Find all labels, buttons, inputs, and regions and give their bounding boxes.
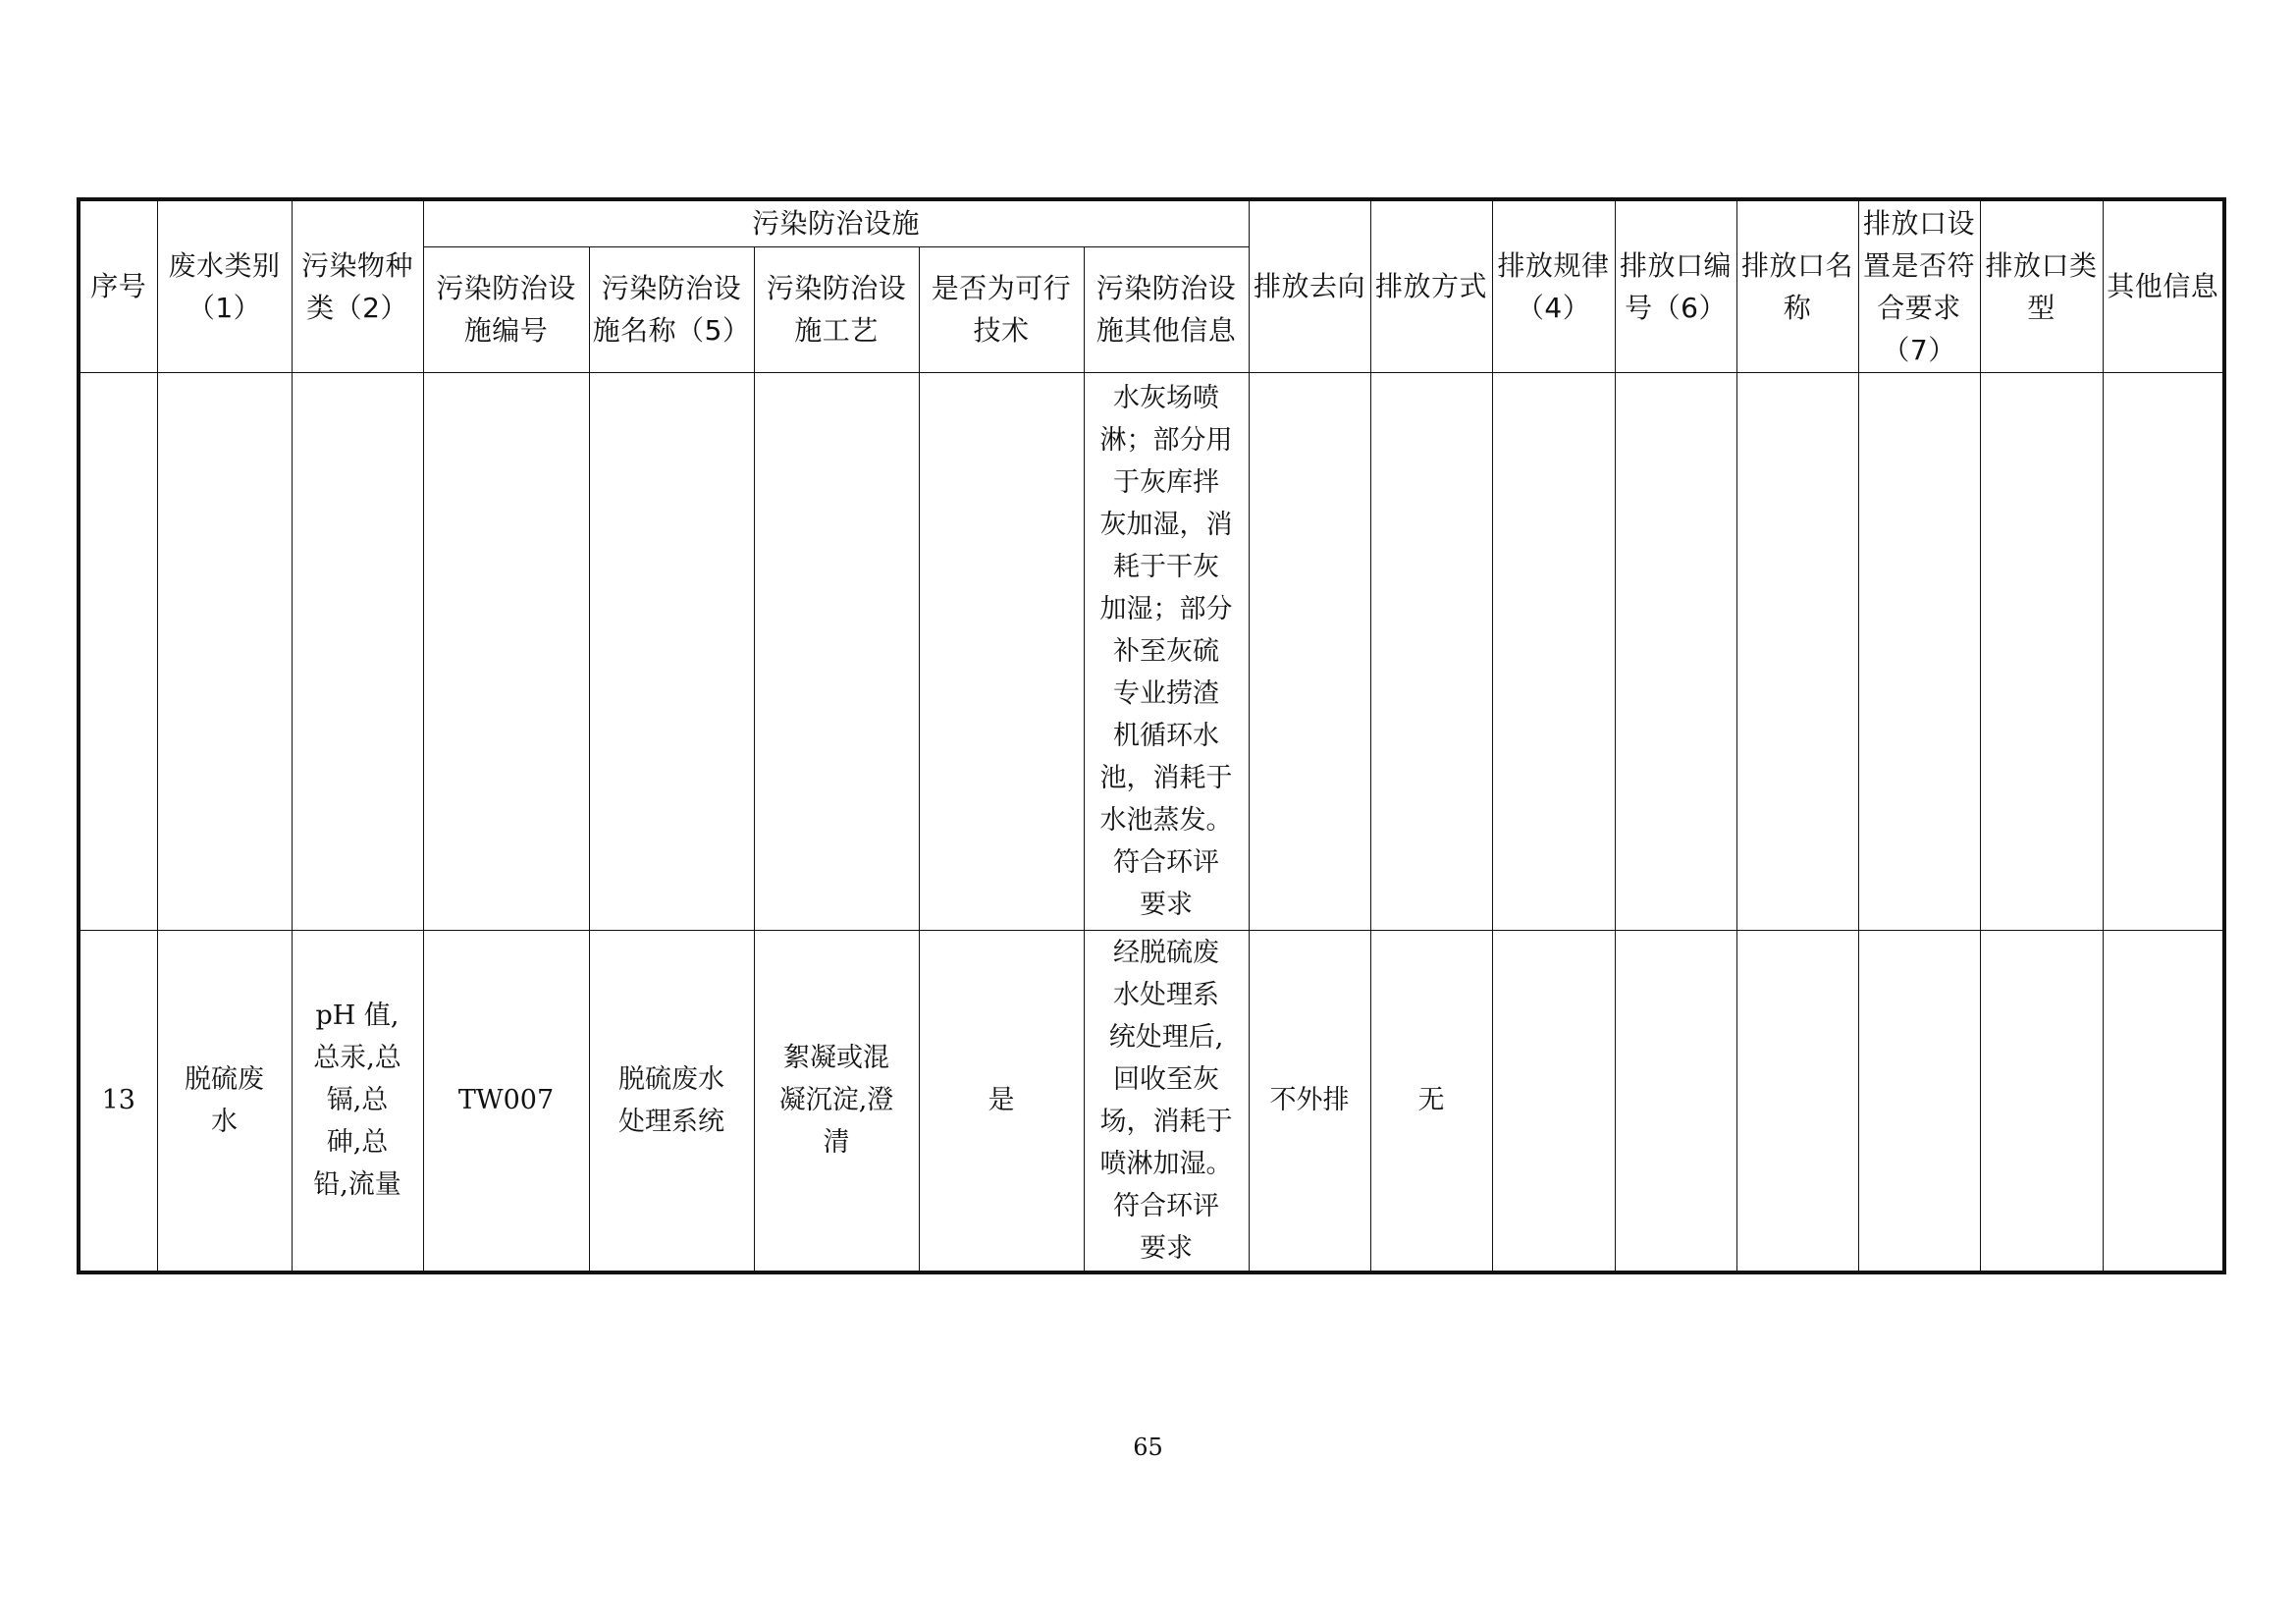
cell-feasible-tech bbox=[919, 372, 1084, 930]
header-facility-name: 污染防治设 施名称（5） bbox=[589, 246, 754, 372]
cell-discharge-pattern bbox=[1492, 930, 1615, 1272]
header-facility-other: 污染防治设 施其他信息 bbox=[1084, 246, 1249, 372]
cell-feasible-tech: 是 bbox=[919, 930, 1084, 1272]
header-discharge-destination: 排放去向 bbox=[1249, 199, 1370, 372]
header-wastewater-type: 废水类别 （1） bbox=[157, 199, 292, 372]
cell-outlet-id bbox=[1615, 372, 1736, 930]
cell-other-info bbox=[2103, 930, 2224, 1272]
table-header bbox=[79, 199, 2224, 372]
cell-outlet-name bbox=[1736, 372, 1858, 930]
header-facility-id: 污染防治设 施编号 bbox=[423, 246, 589, 372]
cell-wastewater-type bbox=[157, 372, 292, 930]
header-outlet-id: 排放口编 号（6） bbox=[1615, 199, 1736, 372]
cell-discharge-method: 无 bbox=[1370, 930, 1492, 1272]
cell-facility-id: TW007 bbox=[423, 930, 589, 1272]
cell-discharge-pattern bbox=[1492, 372, 1615, 930]
cell-pollutant-type bbox=[292, 372, 423, 930]
header-facility-process: 污染防治设 施工艺 bbox=[754, 246, 919, 372]
header-discharge-pattern: 排放规律 （4） bbox=[1492, 199, 1615, 372]
cell-outlet-type bbox=[1980, 930, 2103, 1272]
cell-facility-process: 絮凝或混 凝沉淀,澄 清 bbox=[754, 930, 919, 1272]
table-row bbox=[79, 372, 2224, 930]
table-body bbox=[79, 372, 2224, 1272]
cell-outlet-type bbox=[1980, 372, 2103, 930]
cell-facility-other: 水灰场喷 淋；部分用 于灰库拌 灰加湿，消 耗于干灰 加湿；部分 补至灰硫 专业捞渣 机循环水 池，消耗于 水池蒸发。 符合环评 要求 bbox=[1084, 372, 1249, 930]
page-number: 65 bbox=[1133, 1434, 1163, 1461]
cell-outlet-compliance bbox=[1858, 930, 1980, 1272]
header-outlet-name: 排放口名 称 bbox=[1736, 199, 1858, 372]
cell-outlet-name bbox=[1736, 930, 1858, 1272]
cell-seq bbox=[79, 372, 157, 930]
cell-facility-name bbox=[589, 372, 754, 930]
cell-outlet-id bbox=[1615, 930, 1736, 1272]
cell-facility-name: 脱硫废水 处理系统 bbox=[589, 930, 754, 1272]
cell-facility-process bbox=[754, 372, 919, 930]
header-outlet-type: 排放口类 型 bbox=[1980, 199, 2103, 372]
permit-wastewater-table bbox=[77, 197, 2226, 1274]
header-discharge-method: 排放方式 bbox=[1370, 199, 1492, 372]
table-row bbox=[79, 930, 2224, 1272]
cell-wastewater-type: 脱硫废 水 bbox=[157, 930, 292, 1272]
header-seq: 序号 bbox=[79, 199, 157, 372]
cell-facility-other: 经脱硫废 水处理系 统处理后, 回收至灰 场，消耗于 喷淋加湿。 符合环评 要求 bbox=[1084, 930, 1249, 1272]
cell-other-info bbox=[2103, 372, 2224, 930]
header-facility-group: 污染防治设施 bbox=[423, 199, 1249, 246]
header-pollutant-type: 污染物种 类（2） bbox=[292, 199, 423, 372]
cell-outlet-compliance bbox=[1858, 372, 1980, 930]
header-outlet-compliance: 排放口设 置是否符 合要求 （7） bbox=[1858, 199, 1980, 372]
cell-discharge-destination: 不外排 bbox=[1249, 930, 1370, 1272]
cell-discharge-method bbox=[1370, 372, 1492, 930]
header-feasible-tech: 是否为可行 技术 bbox=[919, 246, 1084, 372]
cell-seq: 13 bbox=[79, 930, 157, 1272]
cell-discharge-destination bbox=[1249, 372, 1370, 930]
cell-pollutant-type: pH 值, 总汞,总 镉,总 砷,总 铅,流量 bbox=[292, 930, 423, 1272]
cell-facility-id bbox=[423, 372, 589, 930]
header-other-info: 其他信息 bbox=[2103, 199, 2224, 372]
